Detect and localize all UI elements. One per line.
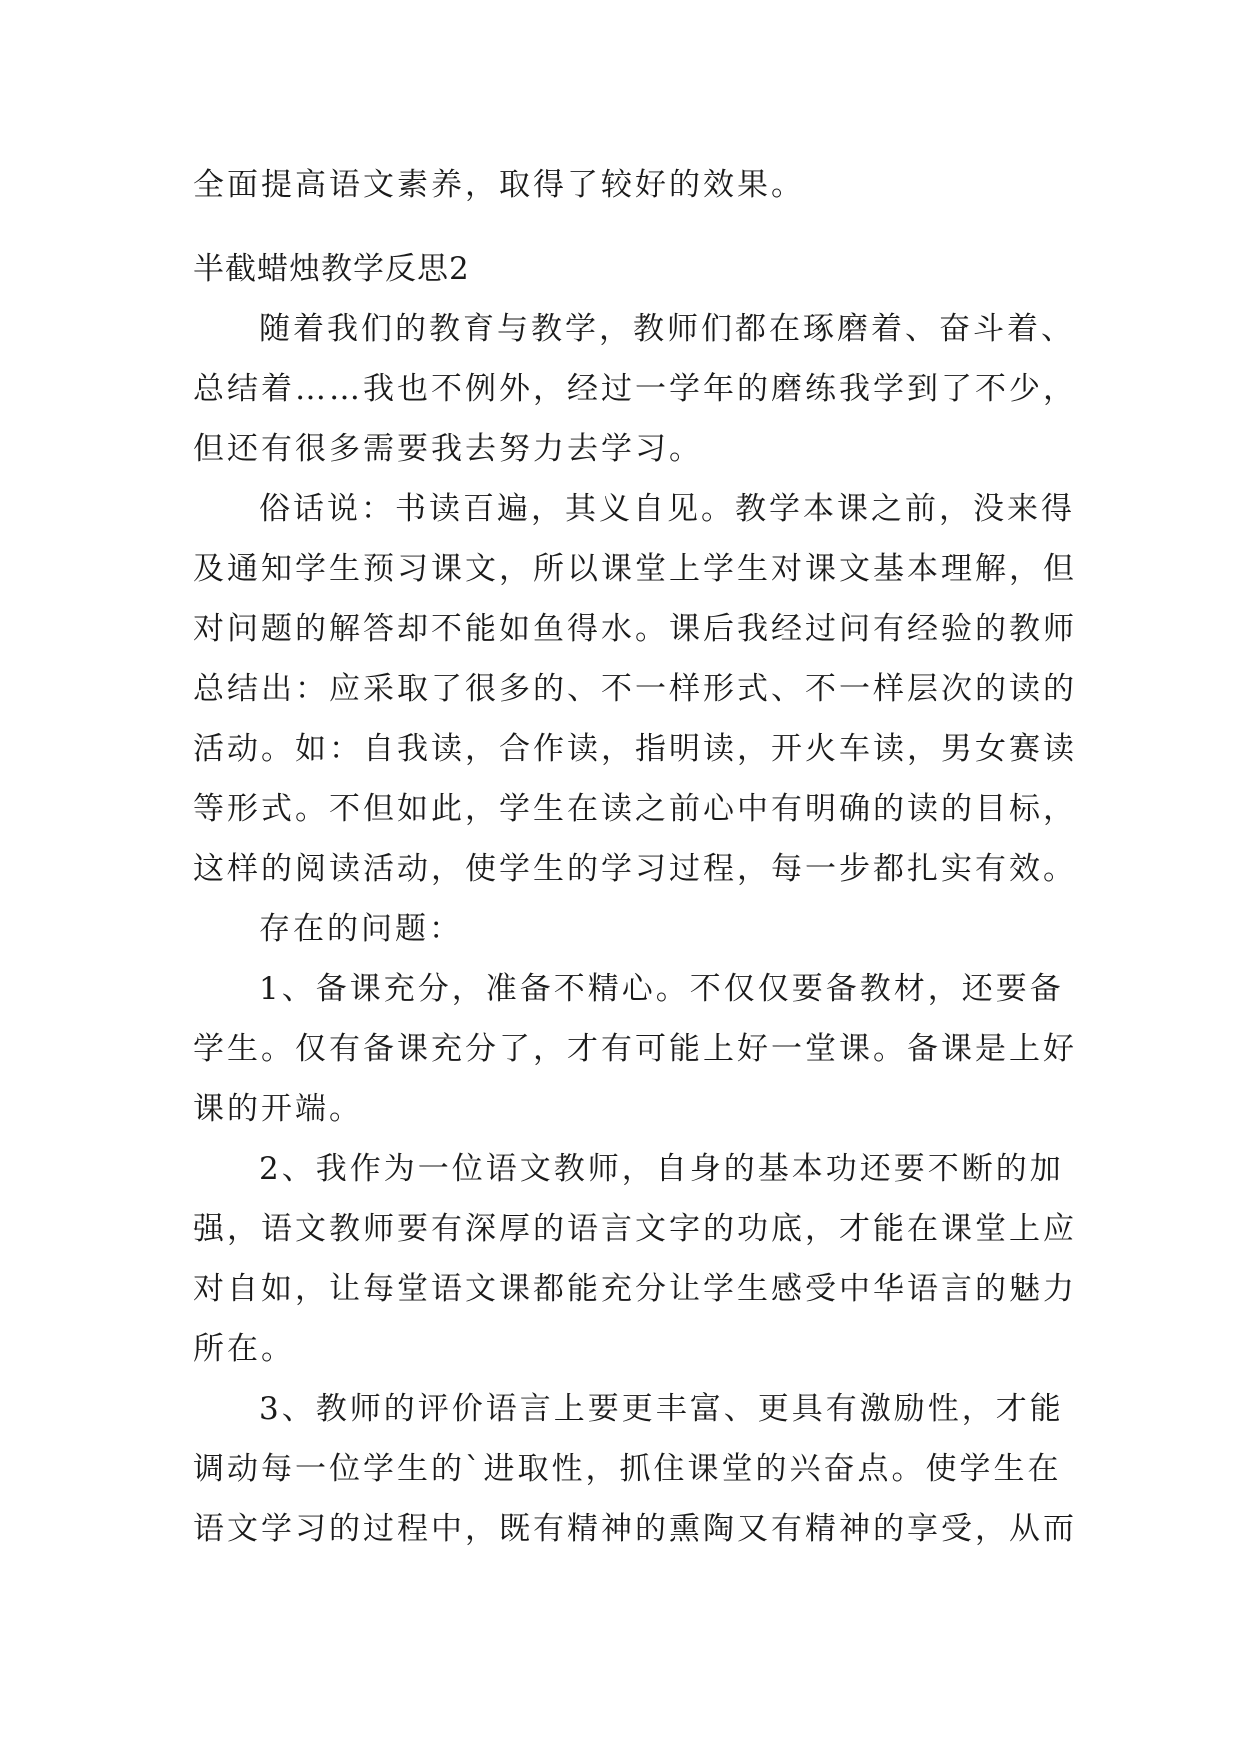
paragraph-2 <box>193 479 1077 899</box>
text-line: 全面提高语文素养，取得了较好的效果。 <box>193 167 805 203</box>
text-line: 2、我作为一位语文教师，自身的基本功还要不断的加 <box>259 1151 1064 1187</box>
intro-paragraph <box>193 155 1073 215</box>
paragraph-4 <box>193 959 1077 1139</box>
paragraph-6 <box>193 1379 1077 1559</box>
paragraph-5 <box>193 1139 1077 1379</box>
text-line: 总结出：应采取了很多的、不一样形式、不一样层次的读的 <box>193 671 1077 707</box>
text-line: 总结着……我也不例外，经过一学年的磨练我学到了不少， <box>193 371 1077 407</box>
text-line: 俗话说：书读百遍，其义自见。教学本课之前，没来得 <box>259 491 1075 527</box>
text-line: 及通知学生预习课文，所以课堂上学生对课文基本理解，但 <box>193 551 1077 587</box>
section-title: 半截蜡烛教学反思2 <box>193 251 470 287</box>
text-line: 强，语文教师要有深厚的语言文字的功底，才能在课堂上应 <box>193 1211 1077 1247</box>
section-title-block <box>193 239 1073 299</box>
text-line: 语文学习的过程中，既有精神的熏陶又有精神的享受，从而 <box>193 1511 1077 1547</box>
paragraph-3 <box>193 899 1073 959</box>
text-line: 1、备课充分，准备不精心。不仅仅要备教材，还要备 <box>259 971 1064 1007</box>
text-line: 所在。 <box>193 1331 295 1367</box>
text-line: 学生。仅有备课充分了，才有可能上好一堂课。备课是上好 <box>193 1031 1077 1067</box>
text-line: 3、教师的评价语言上要更丰富、更具有激励性，才能 <box>259 1391 1064 1427</box>
text-line: 对自如，让每堂语文课都能充分让学生感受中华语言的魅力 <box>193 1271 1077 1307</box>
paragraph-1 <box>193 299 1077 479</box>
document-body <box>193 155 1077 1559</box>
text-line: 存在的问题： <box>259 911 463 947</box>
text-line: 对问题的解答却不能如鱼得水。课后我经过问有经验的教师 <box>193 611 1077 647</box>
text-line: 但还有很多需要我去努力去学习。 <box>193 431 703 467</box>
text-line: 等形式。不但如此，学生在读之前心中有明确的读的目标， <box>193 791 1077 827</box>
text-line: 这样的阅读活动，使学生的学习过程，每一步都扎实有效。 <box>193 851 1077 887</box>
text-line: 随着我们的教育与教学，教师们都在琢磨着、奋斗着、 <box>259 311 1075 347</box>
text-line: 调动每一位学生的`进取性，抓住课堂的兴奋点。使学生在 <box>193 1451 1062 1487</box>
text-line: 课的开端。 <box>193 1091 363 1127</box>
text-line: 活动。如：自我读，合作读，指明读，开火车读，男女赛读 <box>193 731 1077 767</box>
